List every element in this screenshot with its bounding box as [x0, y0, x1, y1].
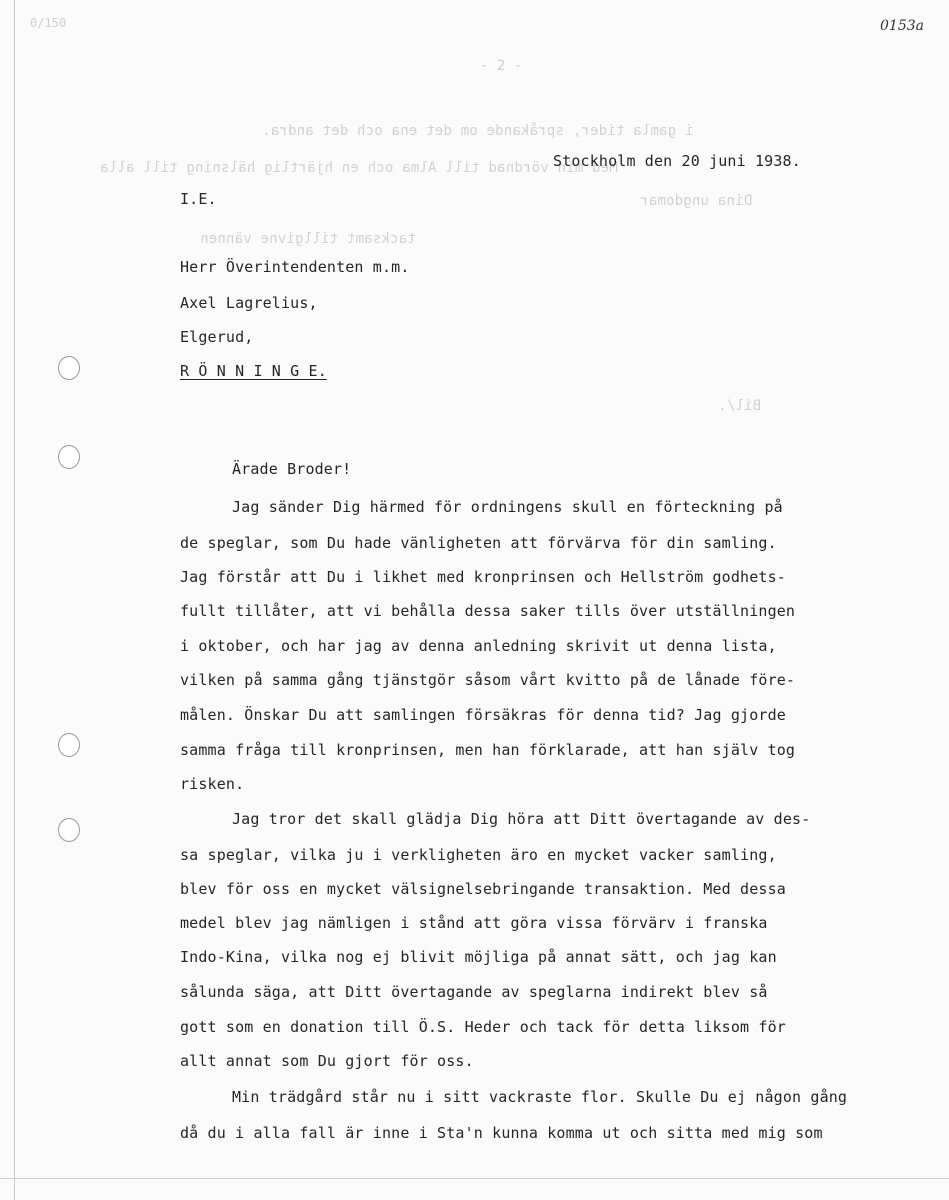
body-line: Min trädgård står nu i sitt vackraste flor. Skulle Du ej någon gång — [232, 1088, 848, 1106]
bleed-through-line: Bil/. — [718, 398, 762, 414]
bleed-through-line: Dina ungdomar — [640, 193, 753, 209]
body-line: samma fråga till kronprinsen, men han förklarade, att han själv tog — [180, 741, 796, 759]
body-line: i oktober, och har jag av denna anledning skrivit ut denna lista, — [180, 637, 777, 655]
punch-hole — [58, 818, 80, 842]
recipient-estate: Elgerud, — [180, 328, 254, 346]
recipient-town: R Ö N N I N G E. — [180, 362, 327, 380]
punch-hole — [58, 445, 80, 469]
body-line: Jag sänder Dig härmed för ordningens skull en förteckning på — [232, 498, 783, 516]
letter-date: Stockholm den 20 juni 1938. — [553, 152, 801, 170]
page-edge-bottom — [0, 1178, 949, 1179]
punch-hole — [58, 356, 80, 380]
recipient-name: Axel Lagrelius, — [180, 294, 318, 312]
body-line: risken. — [180, 775, 245, 793]
body-line: Indo-Kina, vilka nog ej blivit möjliga på annat sätt, och jag kan — [180, 948, 777, 966]
recipient-title: Herr Överintendenten m.m. — [180, 258, 410, 276]
body-line: gott som en donation till Ö.S. Heder och tack för detta liksom för — [180, 1018, 786, 1036]
punch-hole — [58, 733, 80, 757]
body-line: sa speglar, vilka ju i verkligheten äro en mycket vacker samling, — [180, 846, 777, 864]
body-line: de speglar, som Du hade vänligheten att förvärva för din samling. — [180, 534, 777, 552]
body-line: då du i alla fall är inne i Sta'n kunna komma ut och sitta med mig som — [180, 1124, 823, 1142]
bleed-through-page-number: - 2 - — [480, 58, 523, 74]
page-edge-left — [14, 0, 15, 1200]
letter-initials: I.E. — [180, 190, 217, 208]
body-line: sålunda säga, att Ditt övertagande av speglarna indirekt blev så — [180, 983, 768, 1001]
bleed-through-line: Med min vördnad till Alma och en hjärtlig hälsning till alla — [100, 160, 618, 176]
body-line: målen. Önskar Du att samlingen försäkras för denna tid? Jag gjorde — [180, 706, 786, 724]
body-line: Jag förstår att Du i likhet med kronprinsen och Hellström godhets- — [180, 568, 786, 586]
body-line: fullt tillåter, att vi behålla dessa saker tills över utställningen — [180, 602, 796, 620]
archive-number: 0153a — [880, 18, 924, 34]
body-line: blev för oss en mycket välsignelsebringande transaktion. Med dessa — [180, 880, 786, 898]
body-line: medel blev jag nämligen i stånd att göra vissa förvärv i franska — [180, 914, 768, 932]
bleed-through-line: i gamla tider, språkande om det ena och det andra. — [262, 123, 694, 139]
body-line: Jag tror det skall glädja Dig höra att Ditt övertagande av des- — [232, 810, 811, 828]
corner-mark: 0/150 — [30, 16, 67, 30]
salutation: Ärade Broder! — [232, 460, 352, 478]
bleed-through-line: tacksamt tillgivne vännen — [200, 231, 416, 247]
body-line: vilken på samma gång tjänstgör såsom vårt kvitto på de lånade före- — [180, 671, 796, 689]
body-line: allt annat som Du gjort för oss. — [180, 1052, 474, 1070]
